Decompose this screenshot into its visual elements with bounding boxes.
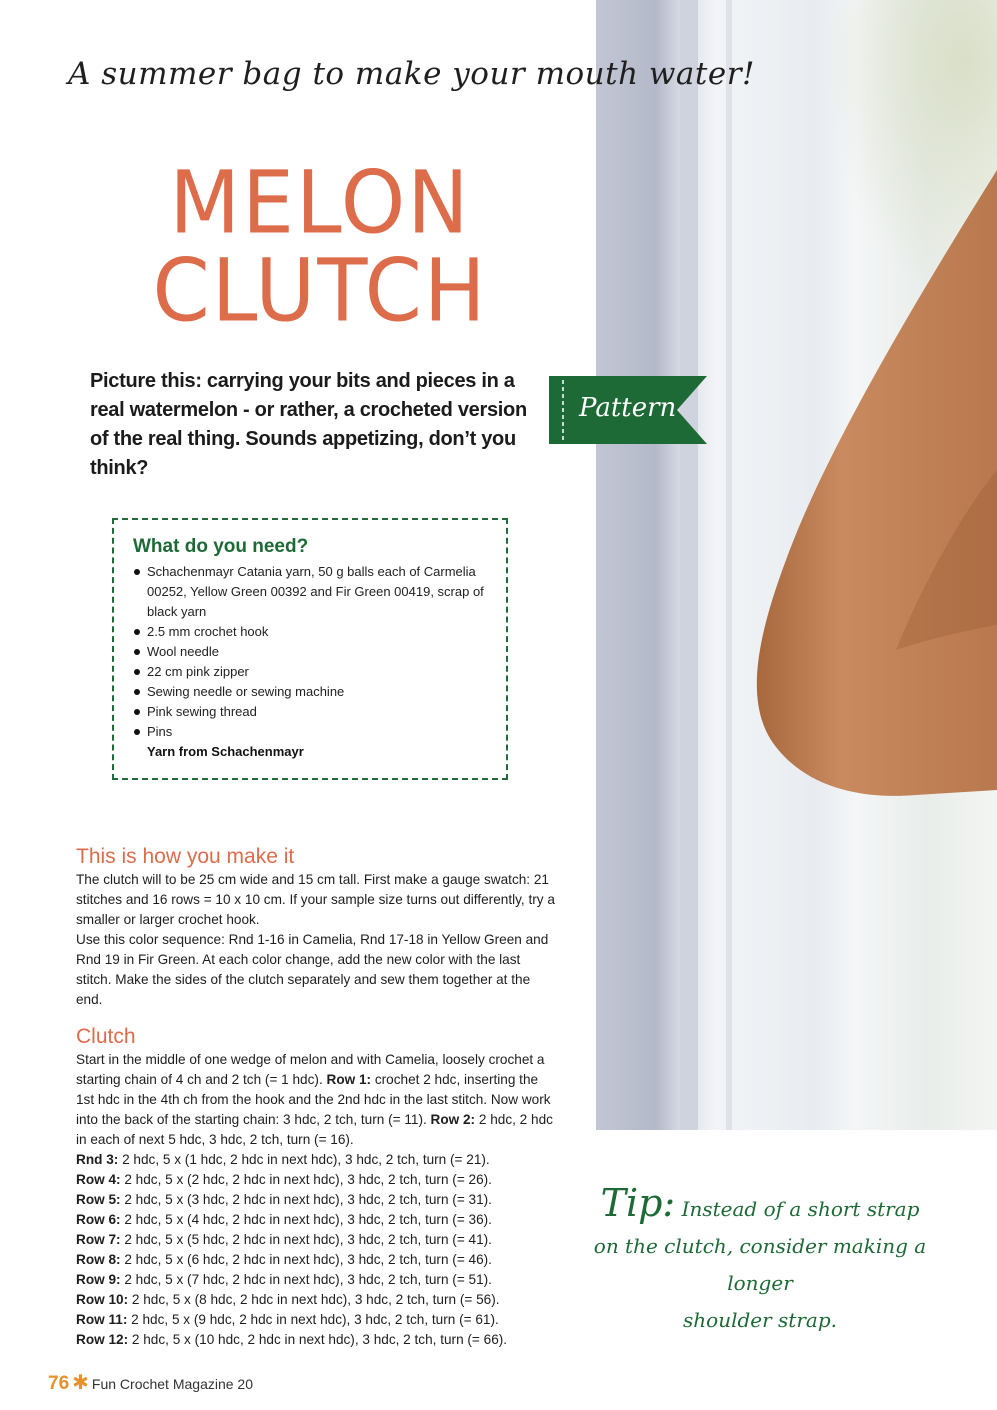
page-title xyxy=(100,153,540,342)
how-body xyxy=(76,870,556,1010)
materials-box xyxy=(112,518,508,780)
list-item: Schachenmayr Catania yarn, 50 g balls each of Carmelia 00252, Yellow Green 00392 and Fir Green 00419, scrap of black yarn xyxy=(132,562,492,622)
page-number: 76 xyxy=(48,1373,70,1394)
page-footer xyxy=(48,1370,253,1395)
tip-box xyxy=(580,1181,940,1339)
bullet-icon xyxy=(134,689,140,695)
row-line: Row 12: 2 hdc, 5 x (10 hdc, 2 hdc in next hdc), 3 hdc, 2 tch, turn (= 66). xyxy=(76,1332,508,1347)
pattern-tag xyxy=(549,376,707,444)
clutch-body xyxy=(76,1050,556,1150)
arm-shape xyxy=(596,0,997,1130)
bullet-icon xyxy=(134,669,140,675)
list-item: Pink sewing thread xyxy=(132,702,492,722)
how-paragraph-1: The clutch will to be 25 cm wide and 15 cm tall. First make a gauge swatch: 21 stitches and 16 rows = 10 x 10 cm. If your sample size turns out differently, try a smaller or larger crochet hook. xyxy=(76,872,555,927)
asterisk-icon: ✱ xyxy=(72,1372,89,1394)
row-line: Rnd 3: 2 hdc, 5 x (1 hdc, 2 hdc in next hdc), 3 hdc, 2 tch, turn (= 21). xyxy=(76,1152,490,1167)
row-line: Row 6: 2 hdc, 5 x (4 hdc, 2 hdc in next hdc), 3 hdc, 2 tch, turn (= 36). xyxy=(76,1212,492,1227)
photo-arm xyxy=(596,0,997,1130)
row-line: Row 11: 2 hdc, 5 x (9 hdc, 2 hdc in next hdc), 3 hdc, 2 tch, turn (= 61). xyxy=(76,1312,499,1327)
tip-line-3: shoulder strap. xyxy=(683,1308,837,1332)
title-line-2: CLUTCH xyxy=(152,241,488,342)
intro-text: Picture this: carrying your bits and pieces in a real watermelon - or rather, a crocheted version of the real thing. Sounds appetizing, don’t you think? xyxy=(90,370,527,479)
page-subtitle: A summer bag to make your mouth water! xyxy=(68,56,755,92)
row-line: Row 8: 2 hdc, 5 x (6 hdc, 2 hdc in next hdc), 3 hdc, 2 tch, turn (= 46). xyxy=(76,1252,492,1267)
row-line: Row 9: 2 hdc, 5 x (7 hdc, 2 hdc in next hdc), 3 hdc, 2 tch, turn (= 51). xyxy=(76,1272,492,1287)
list-item: 22 cm pink zipper xyxy=(132,662,492,682)
bullet-icon xyxy=(134,729,140,735)
bullet-icon xyxy=(134,569,140,575)
list-item: Pins xyxy=(132,722,492,742)
tip-label: Tip: xyxy=(600,1181,676,1225)
clutch-heading: Clutch xyxy=(76,1025,136,1048)
row-line: Row 7: 2 hdc, 5 x (5 hdc, 2 hdc in next hdc), 3 hdc, 2 tch, turn (= 41). xyxy=(76,1232,492,1247)
list-item: 2.5 mm crochet hook xyxy=(132,622,492,642)
materials-heading: What do you need? xyxy=(133,536,309,557)
how-heading: This is how you make it xyxy=(76,845,295,868)
tip-line-2: on the clutch, consider making a longer xyxy=(593,1234,927,1295)
clutch-paragraph: Start in the middle of one wedge of melon and with Camelia, loosely crochet a starting chain of 4 ch and 2 tch (= 1 hdc). Row 1: crochet 2 hdc, inserting the 1st hdc in the 4th ch from the hook and the 2nd hdc in the last stitch. Now work into the back of the starting chain: 3 hdc, 2 tch, turn (= 11). Row 2: 2 hdc, 2 hdc in each of next 5 hdc, 3 hdc, 2 tch, turn (= 16). xyxy=(76,1052,553,1147)
bullet-icon xyxy=(134,649,140,655)
how-paragraph-2: Use this color sequence: Rnd 1-16 in Camelia, Rnd 17-18 in Yellow Green and Rnd 19 in Fir Green. At each color change, add the new color with the last stitch. Make the sides of the clutch separately and sew them together at the end. xyxy=(76,932,549,1007)
list-item: Wool needle xyxy=(132,642,492,662)
row-line: Row 4: 2 hdc, 5 x (2 hdc, 2 hdc in next hdc), 3 hdc, 2 tch, turn (= 26). xyxy=(76,1172,492,1187)
yarn-source: Yarn from Schachenmayr xyxy=(147,744,304,759)
title-line-1: MELON xyxy=(169,153,471,254)
bullet-icon xyxy=(134,709,140,715)
magazine-name: Fun Crochet Magazine 20 xyxy=(91,1376,253,1392)
bullet-icon xyxy=(134,629,140,635)
list-item: Sewing needle or sewing machine xyxy=(132,682,492,702)
materials-list xyxy=(132,562,492,762)
row-line: Row 10: 2 hdc, 5 x (8 hdc, 2 hdc in next hdc), 3 hdc, 2 tch, turn (= 56). xyxy=(76,1292,500,1307)
row-line: Row 5: 2 hdc, 5 x (3 hdc, 2 hdc in next hdc), 3 hdc, 2 tch, turn (= 31). xyxy=(76,1192,492,1207)
row-instructions xyxy=(76,1150,556,1350)
tip-line-1: Tip: Instead of a short strap xyxy=(600,1181,920,1225)
pattern-tag-label: Pattern xyxy=(579,393,677,423)
